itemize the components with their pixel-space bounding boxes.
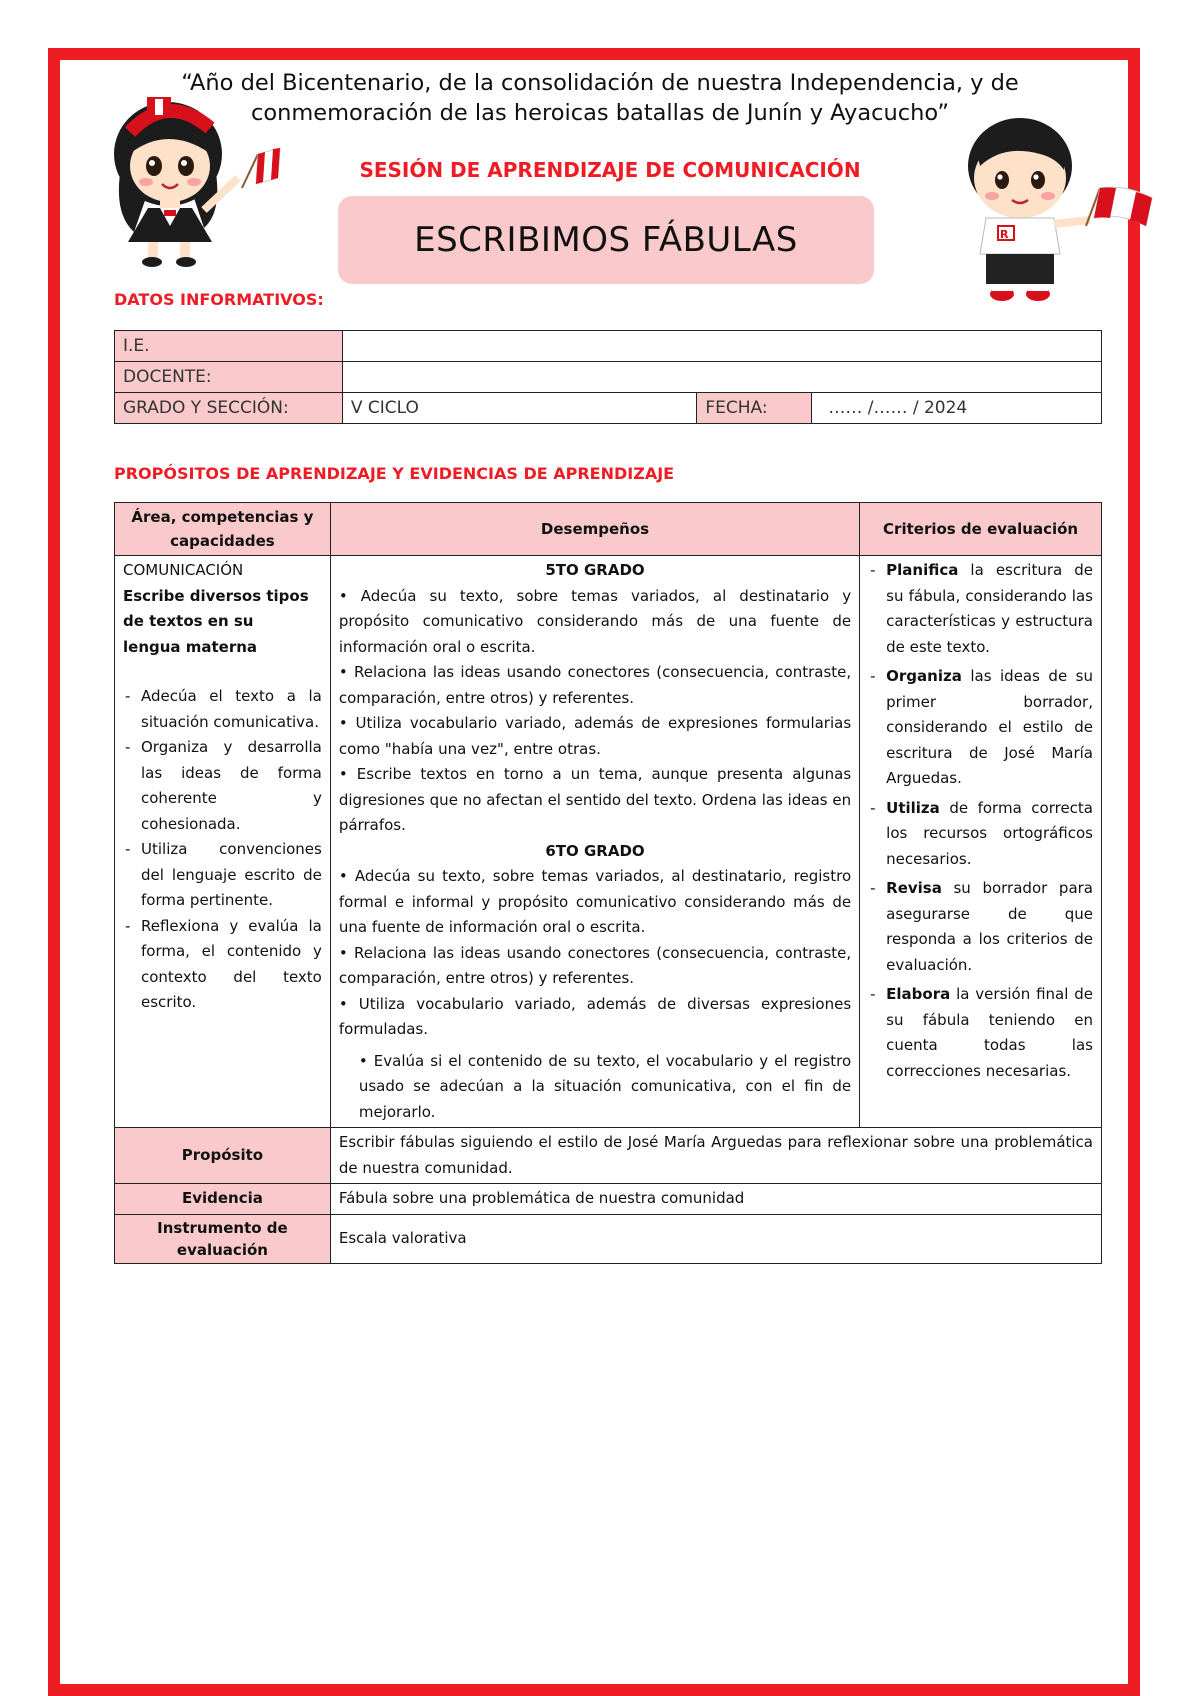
ie-label: I.E. — [115, 331, 343, 362]
desempenos-cell — [330, 556, 859, 1128]
list-item: • Adecúa su texto, sobre temas variados, al destinatario, registro formal e informal y propósito comunicativo considerando más de una fuente de información oral o escrita. — [338, 867, 852, 936]
list-item: - Reflexiona y evalúa la forma, el contenido y contexto del texto escrito. — [123, 914, 322, 1016]
docente-label: DOCENTE: — [115, 362, 343, 393]
criterio-verb: Revisa — [886, 879, 942, 897]
year-motto-line1: “Año del Bicentenario, de la consolidación de nuestra Independencia, y de — [181, 70, 1019, 96]
criterio-text: su borrador para asegurarse de que responda a los criterios de evaluación. — [886, 879, 1093, 974]
datos-table — [114, 330, 1102, 424]
datos-heading: DATOS INFORMATIVOS: — [114, 290, 324, 309]
fecha-label: FECHA: — [697, 393, 812, 424]
list-item: • Escribe textos en torno a un tema, aunque presenta algunas digresiones que no afectan el sentido del texto. Ordena las ideas en párrafos. — [338, 765, 852, 834]
area-name: COMUNICACIÓN — [123, 561, 244, 579]
list-item: • Utiliza vocabulario variado, además de diversas expresiones formuladas. — [338, 994, 852, 1038]
grado6-title: 6TO GRADO — [545, 841, 645, 860]
criterio-text: de forma correcta los recursos ortográficos necesarios. — [886, 798, 1093, 868]
grado-value: V CICLO — [342, 393, 697, 424]
table-row — [115, 393, 1102, 424]
criterios-cell — [860, 556, 1102, 1128]
table-row — [115, 331, 1102, 362]
table-row — [115, 1128, 1102, 1184]
propositos-heading: PROPÓSITOS DE APRENDIZAJE Y EVIDENCIAS DE APRENDIZAJE — [114, 464, 675, 483]
boy-student-illustration — [940, 114, 1160, 310]
area-cell — [115, 556, 331, 1128]
year-motto-line2: conmemoración de las heroicas batallas de Junín y Ayacucho” — [250, 100, 950, 126]
proposito-value: Escribir fábulas siguiendo el estilo de José María Arguedas para reflexionar sobre una problemática de nuestra comunidad. — [330, 1128, 1101, 1184]
fecha-value: …… /…… / 2024 — [812, 393, 1102, 424]
col-header-criterios: Criterios de evaluación — [860, 503, 1102, 556]
criterio-text: la escritura de su fábula, considerando las características y estructura de este texto. — [886, 561, 1093, 656]
list-item: • Utiliza vocabulario variado, además de expresiones formularias como "había una vez", entre otras. — [338, 714, 852, 758]
table-row — [115, 362, 1102, 393]
list-item — [868, 558, 1093, 660]
criterio-text: las ideas de su primer borrador, considerando el estilo de escritura de José María Arguedas. — [886, 667, 1093, 787]
svg-text:R: R — [1000, 228, 1009, 241]
docente-value — [342, 362, 1101, 393]
criterio-verb: Elabora — [886, 985, 951, 1003]
list-item: • Relaciona las ideas usando conectores (consecuencia, contraste, comparación, entre otros) y referentes. — [338, 663, 852, 707]
list-item: - Utiliza convenciones del lenguaje escrito de forma pertinente. — [123, 837, 322, 914]
list-item — [868, 664, 1093, 792]
col-header-area: Área, competencias y capacidades — [115, 503, 331, 556]
instrumento-label: Instrumento de evaluación — [115, 1214, 331, 1263]
proposito-label: Propósito — [115, 1128, 331, 1184]
competencia: Escribe diversos tipos de textos en su lengua materna — [123, 586, 309, 656]
main-title-box — [338, 196, 874, 284]
list-item — [868, 876, 1093, 978]
grado-label: GRADO Y SECCIÓN: — [115, 393, 343, 424]
year-motto — [140, 68, 1060, 128]
col-header-desempenos: Desempeños — [330, 503, 859, 556]
main-title: ESCRIBIMOS FÁBULAS — [414, 220, 798, 260]
list-item — [868, 796, 1093, 873]
table-row — [115, 1214, 1102, 1263]
list-item: - Adecúa el texto a la situación comunicativa. — [123, 684, 322, 735]
criterio-text: la versión final de su fábula teniendo en cuenta todas las correcciones necesarias. — [886, 985, 1093, 1080]
grado5-title: 5TO GRADO — [545, 561, 645, 579]
list-item: - Organiza y desarrolla las ideas de forma coherente y cohesionada. — [123, 735, 322, 837]
criterio-verb: Utiliza — [886, 798, 940, 817]
instrumento-value: Escala valorativa — [330, 1214, 1101, 1263]
propositos-table — [114, 502, 1102, 1264]
table-row — [115, 1184, 1102, 1215]
ie-value — [342, 331, 1101, 362]
list-item: • Adecúa su texto, sobre temas variados, al destinatario y propósito comunicativo considerando más de una fuente de información oral o escrita. — [338, 586, 852, 656]
capacidades-list — [123, 684, 322, 1016]
criterio-verb: Organiza — [886, 667, 962, 685]
criterios-list — [868, 558, 1093, 1084]
evidencia-value: Fábula sobre una problemática de nuestra comunidad — [330, 1184, 1101, 1215]
session-title: SESIÓN DE APRENDIZAJE DE COMUNICACIÓN — [359, 158, 861, 182]
list-item — [868, 982, 1093, 1084]
criterio-verb: Planifica — [886, 561, 959, 579]
table-row — [115, 556, 1102, 1128]
evidencia-label: Evidencia — [115, 1184, 331, 1215]
list-item: • Evalúa si el contenido de su texto, el vocabulario y el registro usado se adecúan a la situación comunicativa, con el fin de mejorarlo. — [358, 1051, 852, 1121]
list-item: • Relaciona las ideas usando conectores (consecuencia, contraste, comparación, entre otros) y referentes. — [338, 943, 852, 987]
table-header-row — [115, 503, 1102, 556]
